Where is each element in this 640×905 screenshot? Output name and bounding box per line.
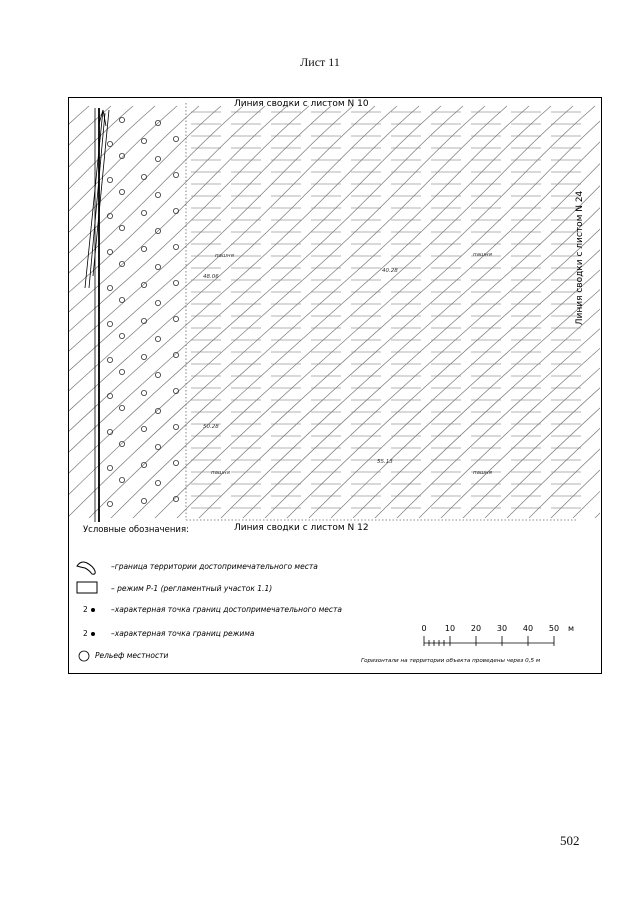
scale-tick-label: 20 xyxy=(470,624,482,633)
elevation-label: 55.13 xyxy=(377,459,393,465)
contour-line xyxy=(507,106,600,518)
contour-line xyxy=(309,106,600,518)
relief-mark xyxy=(119,117,124,122)
right-edge-label: Линия сводки с листом N 24 xyxy=(575,190,585,326)
relief-mark xyxy=(107,249,112,254)
relief-mark xyxy=(155,192,160,197)
contour-line xyxy=(69,106,221,518)
scale-bar xyxy=(424,636,554,646)
legend-item-text: –граница территории достопримечательного места xyxy=(111,562,318,571)
elevation-label: 50.28 xyxy=(203,424,219,430)
relief-mark xyxy=(155,480,160,485)
relief-mark xyxy=(107,141,112,146)
contour-line xyxy=(155,106,595,518)
legend-item-text: – режим Р-1 (регламентный участок 1.1) xyxy=(111,584,273,593)
legend-item-number: 2 xyxy=(83,629,88,638)
relief-mark xyxy=(173,208,178,213)
relief-mark xyxy=(119,261,124,266)
relief-mark xyxy=(107,393,112,398)
contour-line xyxy=(331,106,600,518)
land-label: пашня xyxy=(211,470,230,476)
land-label: пашня xyxy=(473,252,492,258)
relief-mark xyxy=(119,297,124,302)
relief-mark xyxy=(107,213,112,218)
legend-item xyxy=(69,582,429,598)
relief-mark xyxy=(173,424,178,429)
relief-mark xyxy=(141,426,146,431)
relief-mark xyxy=(107,501,112,506)
legend-item xyxy=(69,603,429,619)
elevation-label: 40.28 xyxy=(382,268,398,274)
sheet-title: Лист 11 xyxy=(300,55,340,69)
contour-line xyxy=(419,106,600,518)
legend-item-text: Рельеф местности xyxy=(95,651,169,660)
relief-mark xyxy=(173,316,178,321)
relief-mark xyxy=(119,333,124,338)
contour-line xyxy=(89,106,529,518)
relief-mark xyxy=(173,388,178,393)
land-label: пашня xyxy=(215,253,234,259)
relief-mark xyxy=(141,174,146,179)
contour-line xyxy=(69,106,441,518)
elevation-label: 48.06 xyxy=(203,274,219,280)
relief-mark xyxy=(155,372,160,377)
legend-item xyxy=(69,627,429,643)
relief-mark xyxy=(107,465,112,470)
contour-line xyxy=(69,106,199,518)
scale-tick-label: 40 xyxy=(522,624,534,633)
relief-mark xyxy=(155,156,160,161)
contour-line xyxy=(69,106,397,518)
scale-unit: м xyxy=(567,624,575,633)
relief-mark xyxy=(141,138,146,143)
legend-item-text: –характерная точка границ режима xyxy=(111,629,255,638)
contour-line xyxy=(69,106,133,518)
contour-line xyxy=(529,106,600,518)
contour-interval-note: Горизонтали на территории объекта проведены через 0,5 м xyxy=(361,658,541,664)
contour-line xyxy=(69,106,177,518)
relief-mark xyxy=(119,369,124,374)
scale-tick-label: 30 xyxy=(496,624,508,633)
top-edge-label: Линия сводки с листом N 10 xyxy=(234,99,369,109)
relief-mark xyxy=(107,285,112,290)
relief-mark xyxy=(119,189,124,194)
relief-mark xyxy=(155,336,160,341)
relief-mark xyxy=(119,225,124,230)
relief-mark xyxy=(173,280,178,285)
relief-mark xyxy=(173,244,178,249)
contour-line xyxy=(199,106,600,518)
relief-mark xyxy=(119,477,124,482)
relief-mark xyxy=(141,282,146,287)
relief-mark xyxy=(141,390,146,395)
contour-line xyxy=(221,106,600,518)
relief-mark xyxy=(141,462,146,467)
relief-mark xyxy=(107,321,112,326)
relief-mark xyxy=(141,246,146,251)
relief-mark xyxy=(155,408,160,413)
bottom-edge-label: Линия сводки с листом N 12 xyxy=(234,523,369,533)
contour-line xyxy=(69,106,309,518)
map-frame xyxy=(68,97,602,674)
relief-mark xyxy=(119,441,124,446)
contour-line xyxy=(133,106,573,518)
scale-tick-label: 50 xyxy=(548,624,560,633)
contour-line xyxy=(111,106,551,518)
contour-line xyxy=(397,106,600,518)
page-number: 502 xyxy=(560,833,580,848)
land-label: пашня xyxy=(473,470,492,476)
contour-line xyxy=(69,106,485,518)
relief-mark xyxy=(141,498,146,503)
relief-mark xyxy=(173,172,178,177)
relief-mark xyxy=(173,136,178,141)
contour-line xyxy=(243,106,600,518)
relief-mark xyxy=(107,357,112,362)
relief-mark xyxy=(155,300,160,305)
contour-line xyxy=(265,106,600,518)
relief-mark xyxy=(155,444,160,449)
legend-item-number: 2 xyxy=(83,605,88,614)
relief-mark xyxy=(107,177,112,182)
relief-mark xyxy=(141,318,146,323)
relief-mark xyxy=(119,405,124,410)
contour-line xyxy=(375,106,600,518)
contour-line xyxy=(353,106,600,518)
contour-line xyxy=(177,106,600,518)
legend-item-text: –характерная точка границ достопримечательного места xyxy=(111,605,342,614)
legend-title: Условные обозначения: xyxy=(83,525,189,535)
scale-tick-label: 0 xyxy=(421,624,427,633)
relief-mark xyxy=(141,210,146,215)
legend-item xyxy=(69,560,429,576)
north-arrow-icon xyxy=(85,110,109,288)
relief-mark xyxy=(173,460,178,465)
relief-mark xyxy=(155,264,160,269)
scale-tick-label: 10 xyxy=(444,624,456,633)
relief-mark xyxy=(141,354,146,359)
